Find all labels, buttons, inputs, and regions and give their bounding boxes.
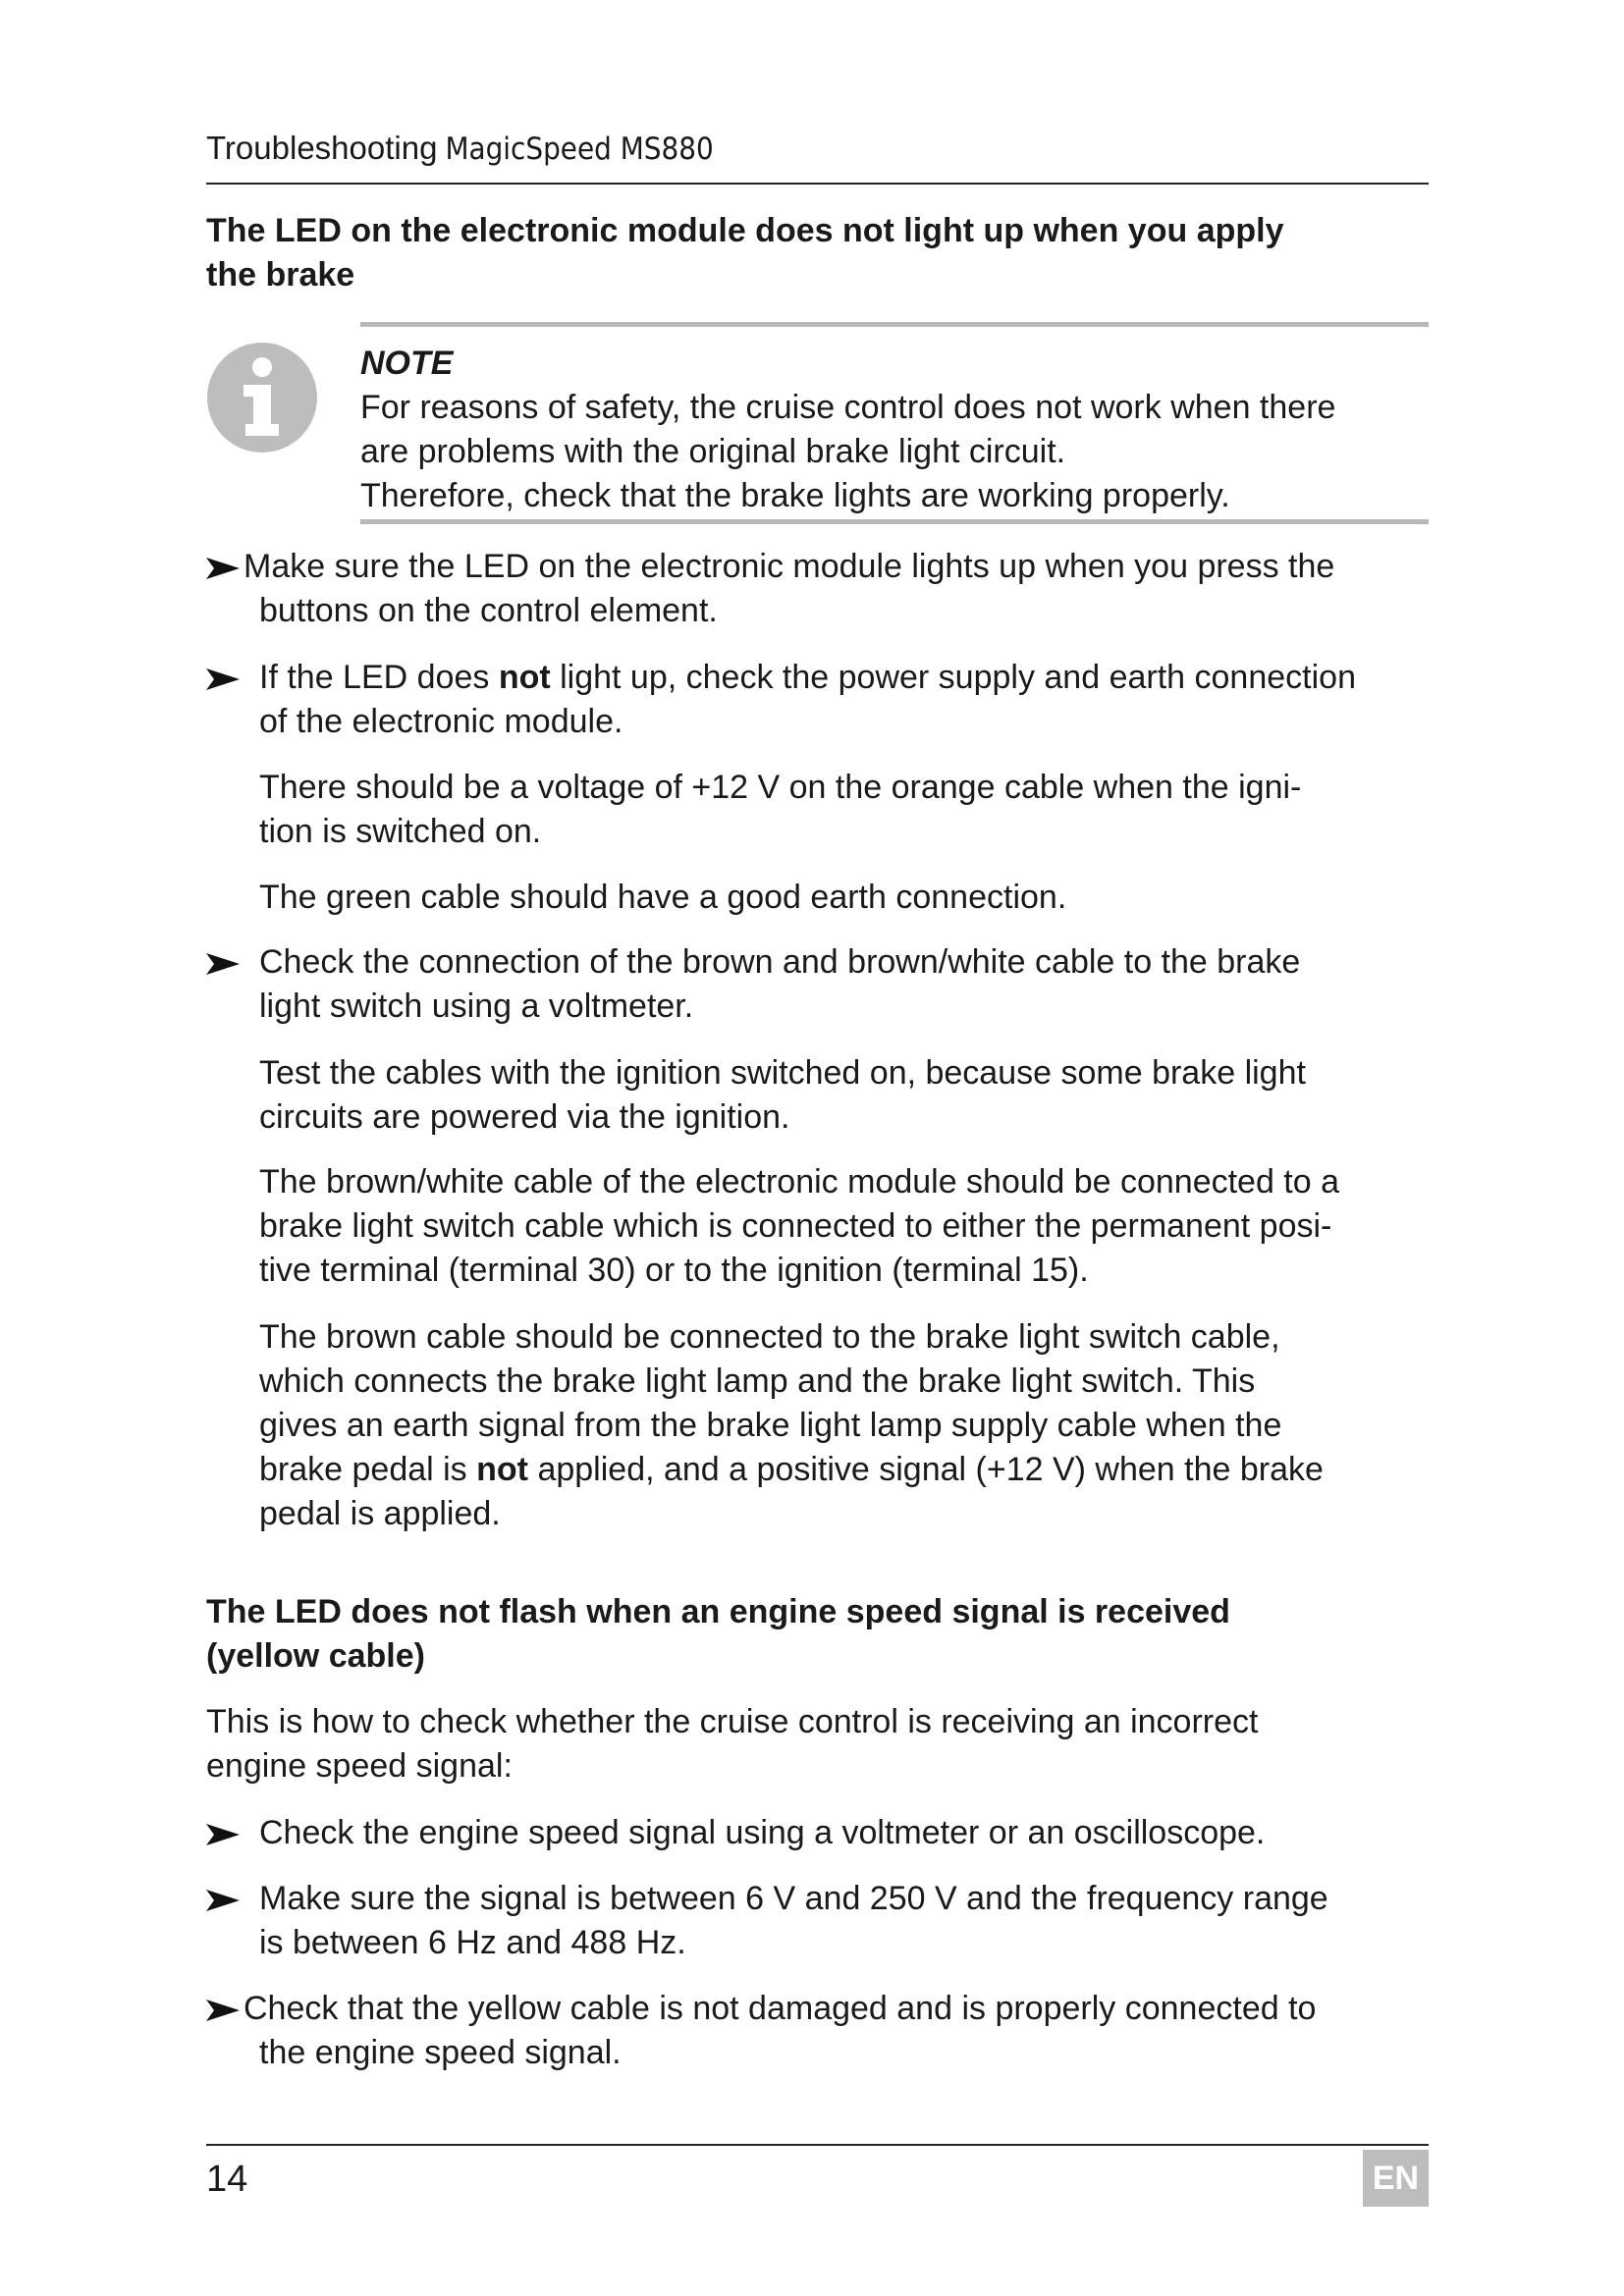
paragraph: This is how to check whether the cruise control is receiving an incorrect engine speed signal: [206, 1703, 1259, 1785]
note-bottom-rule [360, 519, 1429, 524]
header-section-title: Troubleshooting [206, 130, 438, 166]
info-icon [206, 342, 318, 454]
language-badge: EN [1363, 2150, 1429, 2207]
note-top-rule [360, 322, 1429, 327]
manual-page [206, 0, 1429, 2296]
paragraph: There should be a voltage of +12 V on the orange cable when the igni- tion is switched on. [259, 769, 1302, 850]
arrow-bullet-icon [206, 668, 240, 690]
list-item: Make sure the LED on the electronic module lights up when you press the buttons on the control element. [206, 545, 1429, 633]
page-number: 14 [206, 2159, 248, 2200]
section2-heading: The LED does not flash when an engine speed signal is received (yellow cable) [206, 1593, 1230, 1675]
arrow-bullet-icon [206, 1824, 240, 1845]
list-item: Check that the yellow cable is not damaged and is properly connected to the engine speed signal. [206, 1987, 1429, 2075]
note-label: NOTE [360, 345, 454, 382]
footer-rule [206, 2144, 1429, 2146]
arrow-bullet-icon [206, 953, 240, 975]
arrow-bullet-icon [206, 2000, 240, 2021]
header-product-name: MagicSpeed MS880 [445, 132, 714, 167]
note-box [206, 322, 1429, 524]
paragraph: Test the cables with the ignition switched on, because some brake light circuits are powered via the ignition. [259, 1054, 1306, 1136]
list-item: Check the connection of the brown and brown/white cable to the brake light switch using a voltmeter. [206, 940, 1429, 1029]
note-text: For reasons of safety, the cruise control does not work when there are problems with the original brake light circuit. Therefore, check that the brake lights are working properly. [360, 389, 1336, 514]
list-item: Check the engine speed signal using a voltmeter or an oscilloscope. [206, 1811, 1429, 1855]
paragraph: The brown/white cable of the electronic module should be connected to a brake light switch cable which is connected to either the permanent posi- tive terminal (terminal 30) or to the ignition (terminal 15). [259, 1163, 1340, 1289]
arrow-bullet-icon [206, 558, 240, 579]
section1-heading: The LED on the electronic module does not light up when you apply the brake [206, 212, 1284, 294]
paragraph: The brown cable should be connected to the brake light switch cable, which connects the brake light lamp and the brake light switch. This gives an earth signal from the brake light lamp supply cable when the brake pedal is not applied, and a positive signal (+12 V) when the brake pedal is applied. [259, 1318, 1324, 1532]
arrow-bullet-icon [206, 1890, 240, 1911]
list-item: If the LED does not light up, check the power supply and earth connection of the electronic module. [206, 656, 1429, 744]
list-item: Make sure the signal is between 6 V and 250 V and the frequency range is between 6 Hz and 488 Hz. [206, 1877, 1429, 1965]
paragraph: The green cable should have a good earth connection. [259, 879, 1067, 916]
page-header [206, 130, 1429, 185]
